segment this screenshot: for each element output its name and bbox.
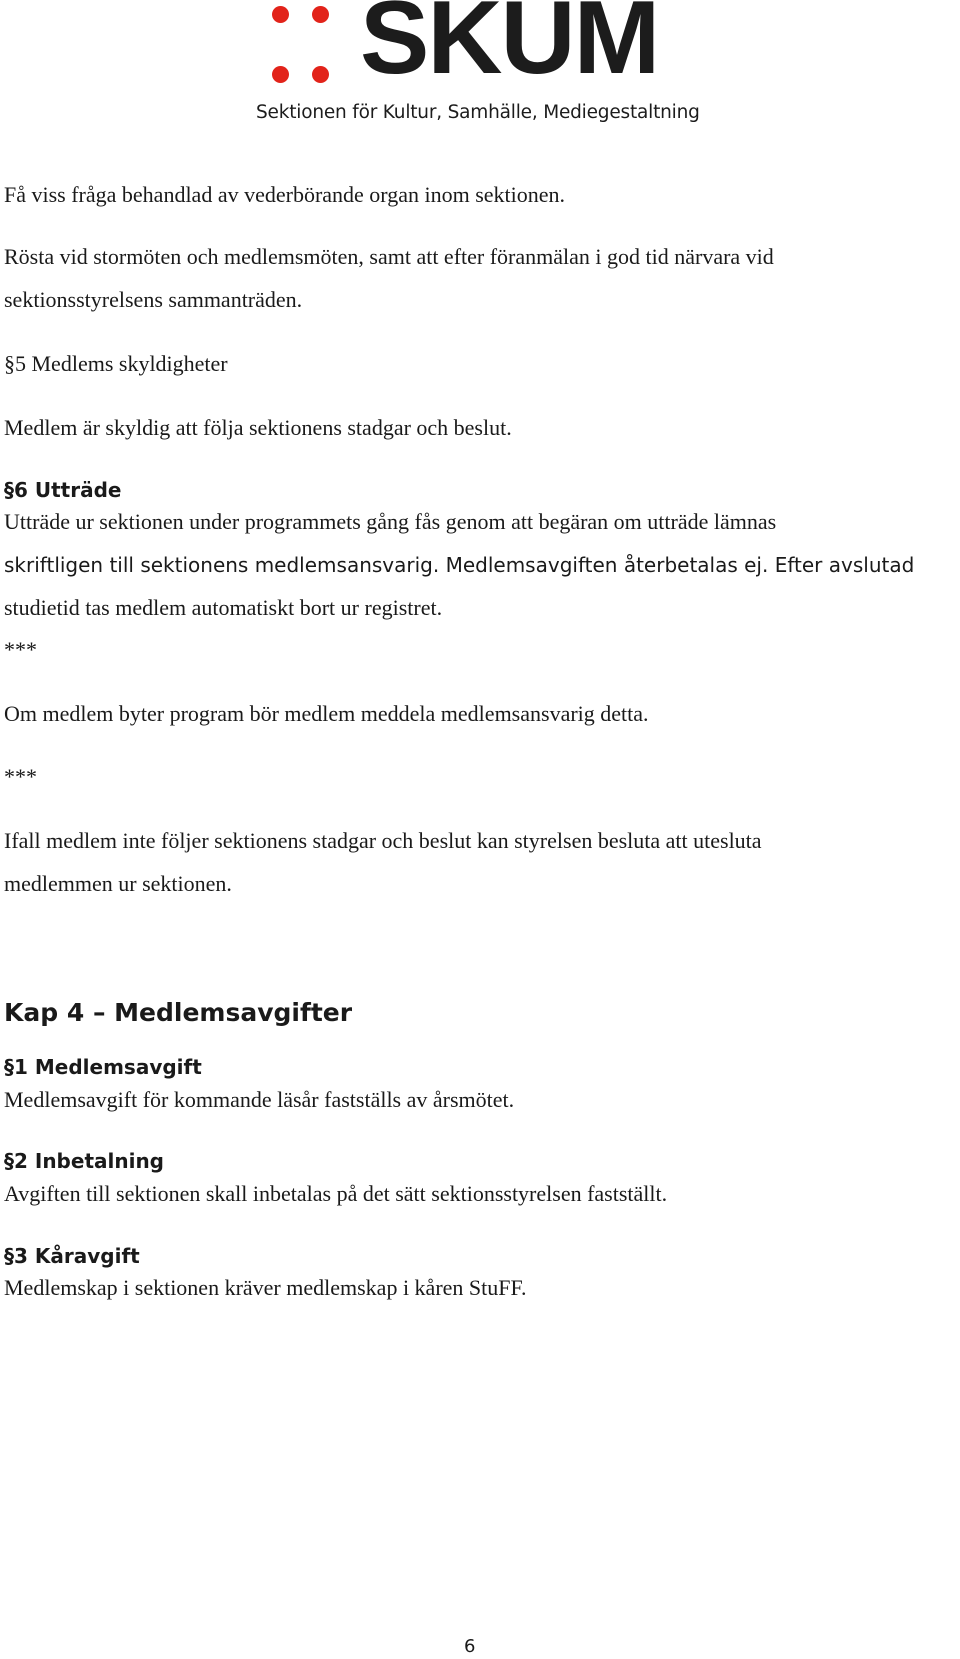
paragraph: Medlemskap i sektionen kräver medlemskap i kåren StuFF. xyxy=(4,1275,527,1300)
section-heading: §2 Inbetalning xyxy=(4,1149,164,1173)
logo-subtitle: Sektionen för Kultur, Samhälle, Mediegestaltning xyxy=(256,102,700,123)
section-heading: §1 Medlemsavgift xyxy=(4,1055,202,1079)
paragraph: sektionsstyrelsens sammanträden. xyxy=(4,287,303,312)
separator: *** xyxy=(4,764,37,789)
chapter-heading: Kap 4 – Medlemsavgifter xyxy=(4,998,353,1027)
paragraph: Medlem är skyldig att följa sektionens stadgar och beslut. xyxy=(4,415,512,440)
paragraph: Om medlem byter program bör medlem meddela medlemsansvarig detta. xyxy=(4,701,649,726)
paragraph: Rösta vid stormöten och medlemsmöten, samt att efter föranmälan i god tid närvara vid xyxy=(4,244,774,269)
paragraph: studietid tas medlem automatiskt bort ur registret. xyxy=(4,595,443,620)
paragraph: Ifall medlem inte följer sektionens stadgar och beslut kan styrelsen besluta att utesluta xyxy=(4,828,762,853)
paragraph: Få viss fråga behandlad av vederbörande organ inom sektionen. xyxy=(4,182,566,207)
paragraph: medlemmen ur sektionen. xyxy=(4,871,232,896)
page-number: 6 xyxy=(464,1636,476,1657)
paragraph: skriftligen till sektionens medlemsansvarig. Medlemsavgiften återbetalas ej. Efter avslutad xyxy=(4,553,915,577)
skum-logo xyxy=(256,0,708,130)
paragraph: Medlemsavgift för kommande läsår fastställs av årsmötet. xyxy=(4,1087,515,1112)
paragraph: Utträde ur sektionen under programmets gång fås genom att begäran om utträde lämnas xyxy=(4,509,777,534)
paragraph: Avgiften till sektionen skall inbetalas på det sätt sektionsstyrelsen fastställt. xyxy=(4,1181,668,1206)
logo-wordmark: SKUM xyxy=(360,0,659,96)
section-heading: §6 Utträde xyxy=(4,478,122,502)
separator: *** xyxy=(4,637,37,662)
logo-dots-icon xyxy=(268,0,358,90)
section-heading: §5 Medlems skyldigheter xyxy=(4,351,228,376)
section-heading: §3 Kåravgift xyxy=(4,1244,140,1268)
